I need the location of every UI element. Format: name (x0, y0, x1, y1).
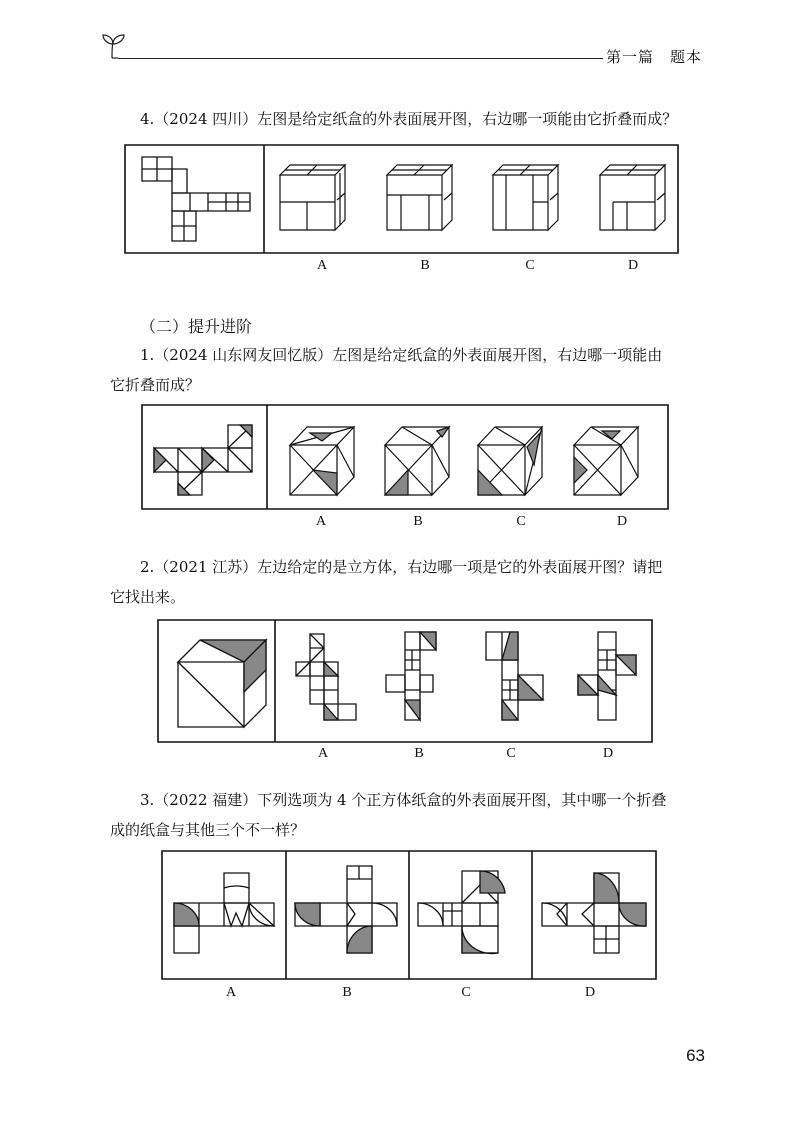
s3-option-a: A (225, 985, 237, 1000)
s1-option-b: B (413, 514, 423, 529)
s2-option-a: A (317, 746, 329, 761)
q4-option-b: B (420, 258, 430, 273)
s2-option-b: B (414, 746, 424, 761)
s1-figure (142, 405, 670, 511)
s2-text-line1: 2.（2021 江苏）左边给定的是立方体，右边哪一项是它的外表面展开图？请把 (140, 558, 663, 576)
s1-text-line2: 它折叠而成？ (110, 376, 201, 394)
q4-option-c: C (525, 258, 535, 273)
s2-option-c: C (506, 746, 516, 761)
leaf-icon (98, 32, 128, 60)
s1-option-d: D (616, 514, 628, 529)
s3-option-d: D (584, 985, 596, 1000)
s1-text-line1: 1.（2024 山东网友回忆版）左图是给定纸盒的外表面展开图，右边哪一项能由 (140, 346, 663, 364)
s1-option-c: C (516, 514, 526, 529)
q4-figure (125, 145, 680, 255)
s2-option-d: D (602, 746, 614, 761)
s3-figure (162, 851, 658, 981)
s3-text-line2: 成的纸盒与其他三个不一样？ (110, 821, 306, 839)
q4-text: 4.（2024 四川）左图是给定纸盒的外表面展开图，右边哪一项能由它折叠而成？ (140, 110, 678, 128)
s3-text-line1: 3.（2022 福建）下列选项为 4 个正方体纸盒的外表面展开图，其中哪一个折叠 (140, 791, 667, 809)
s2-figure (158, 620, 654, 744)
s1-option-a: A (315, 514, 327, 529)
section-heading: （二）提升进阶 (140, 317, 253, 336)
page-number: 63 (686, 1046, 705, 1065)
header-rule (118, 58, 603, 59)
s2-text-line2: 它找出来。 (110, 588, 186, 606)
q4-option-a: A (316, 258, 328, 273)
s3-option-c: C (461, 985, 471, 1000)
header-section: 第一篇 题本 (606, 48, 703, 66)
q4-option-d: D (627, 258, 639, 273)
s3-option-b: B (342, 985, 352, 1000)
header-rule-dash (560, 58, 600, 60)
